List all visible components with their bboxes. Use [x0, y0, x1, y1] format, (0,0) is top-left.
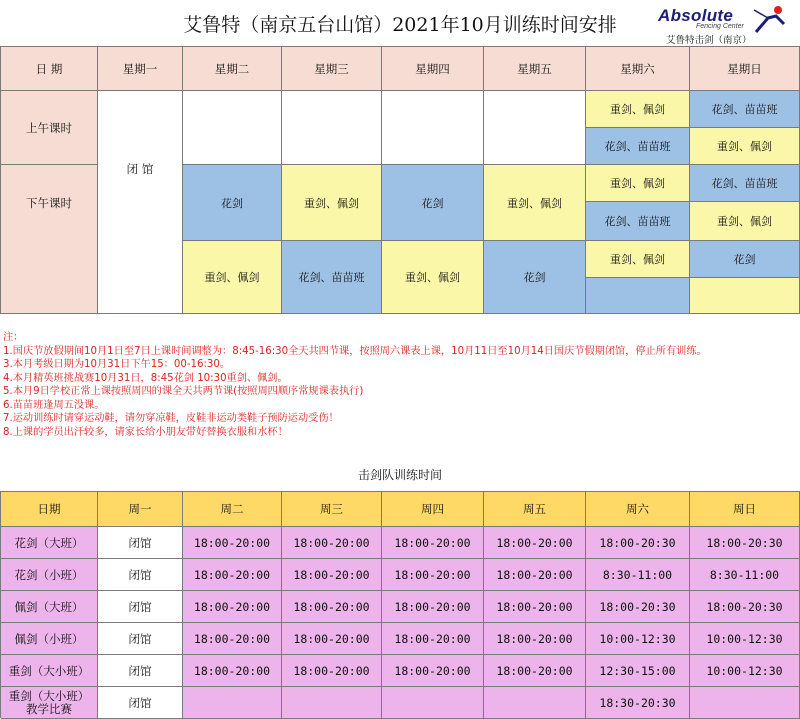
team-header-wed: 周三 — [282, 492, 382, 527]
team-cell-sat: 12:30-15:00 — [586, 655, 690, 687]
note-item: 5.本月9日学校正常上课按照周四的课全天共两节课(按照周四顺序常规课表执行) — [3, 386, 364, 397]
team-cell-mon: 闭馆 — [98, 623, 183, 655]
team-cell-sun: 8:30-11:00 — [690, 559, 800, 591]
note-item: 6.苗苗班逢周五没课。 — [3, 399, 105, 411]
team-cell-thu: 18:00-20:00 — [382, 623, 484, 655]
team-row-label: 佩剑（大班） — [1, 591, 98, 623]
sat-afternoon-slot-2: 花剑、苗苗班 — [586, 202, 690, 241]
team-cell-mon: 闭馆 — [98, 559, 183, 591]
team-cell-wed: 18:00-20:00 — [282, 559, 382, 591]
thu-afternoon-slot-2: 重剑、佩剑 — [382, 241, 484, 314]
team-cell-thu: 18:00-20:00 — [382, 591, 484, 623]
team-cell-sat: 8:30-11:00 — [586, 559, 690, 591]
page-title: 艾鲁特（南京五台山馆）2021年10月训练时间安排 — [183, 13, 617, 36]
brand-logo — [658, 6, 796, 44]
note-item: 7.运动训练时请穿运动鞋，请勿穿凉鞋，皮鞋非运动类鞋子预防运动受伤！ — [3, 413, 339, 424]
notes-heading: 注： — [3, 332, 24, 343]
team-cell-thu-empty — [382, 687, 484, 719]
team-cell-sun: 18:00-20:30 — [690, 527, 800, 559]
weekly-schedule-table — [0, 46, 800, 314]
team-row-label: 花剑（小班） — [1, 559, 98, 591]
team-cell-wed-empty — [282, 687, 382, 719]
team-cell-sat: 10:00-12:30 — [586, 623, 690, 655]
team-header-sat: 周六 — [586, 492, 690, 527]
team-cell-thu: 18:00-20:00 — [382, 655, 484, 687]
team-header-sun: 周日 — [690, 492, 800, 527]
team-row-label: 重剑（大小班） — [1, 655, 98, 687]
sun-morning-slot-1: 花剑、苗苗班 — [690, 91, 800, 128]
row-label-afternoon: 下午课时 — [1, 165, 98, 314]
sun-afternoon-slot-3: 花剑 — [690, 241, 800, 278]
team-header-tue: 周二 — [183, 492, 282, 527]
day-header-fri: 星期五 — [484, 47, 586, 91]
team-row-label-line2: 教学比赛 — [26, 701, 72, 716]
wed-afternoon-slot-1: 重剑、佩剑 — [282, 165, 382, 241]
team-cell-tue: 18:00-20:00 — [183, 623, 282, 655]
sat-morning-slot-1: 重剑、佩剑 — [586, 91, 690, 128]
day-header-sat: 星期六 — [586, 47, 690, 91]
team-cell-sat: 18:00-20:30 — [586, 527, 690, 559]
team-cell-mon: 闭馆 — [98, 687, 183, 719]
team-cell-wed: 18:00-20:00 — [282, 591, 382, 623]
team-header-fri: 周五 — [484, 492, 586, 527]
date-header: 日 期 — [1, 47, 98, 91]
team-cell-tue: 18:00-20:00 — [183, 591, 282, 623]
team-cell-sun: 10:00-12:30 — [690, 655, 800, 687]
day-header-tue: 星期二 — [183, 47, 282, 91]
thu-afternoon-slot-1: 花剑 — [382, 165, 484, 241]
fri-afternoon-slot-1: 重剑、佩剑 — [484, 165, 586, 241]
team-training-table — [0, 491, 800, 718]
note-item: 4.本月精英班挑战赛10月31日，8:45花剑 10:30重剑、佩剑。 — [3, 372, 288, 384]
thu-morning-empty — [382, 91, 484, 165]
team-cell-wed: 18:00-20:00 — [282, 623, 382, 655]
team-cell-thu: 18:00-20:00 — [382, 527, 484, 559]
team-cell-sat: 18:00-20:30 — [586, 591, 690, 623]
day-header-sun: 星期日 — [690, 47, 800, 91]
team-cell-mon: 闭馆 — [98, 655, 183, 687]
team-cell-fri: 18:00-20:00 — [484, 527, 586, 559]
team-cell-thu: 18:00-20:00 — [382, 559, 484, 591]
team-row-label: 佩剑（小班） — [1, 623, 98, 655]
team-header-mon: 周一 — [98, 492, 183, 527]
team-section-title: 击剑队训练时间 — [357, 467, 442, 482]
monday-closed: 闭 馆 — [98, 91, 183, 314]
team-cell-fri: 18:00-20:00 — [484, 655, 586, 687]
day-header-thu: 星期四 — [382, 47, 484, 91]
tue-afternoon-slot-2: 重剑、佩剑 — [183, 241, 282, 314]
team-cell-fri-empty — [484, 687, 586, 719]
row-label-morning: 上午课时 — [1, 91, 98, 165]
fri-morning-empty — [484, 91, 586, 165]
day-header-mon: 星期一 — [98, 47, 183, 91]
team-cell-mon: 闭馆 — [98, 527, 183, 559]
day-header-wed: 星期三 — [282, 47, 382, 91]
note-item: 8.上课的学员出汗较多，请家长给小朋友带好替换衣服和水杯！ — [3, 426, 288, 438]
fri-afternoon-slot-2: 花剑 — [484, 241, 586, 314]
team-row-label-line1: 重剑（大小班） — [8, 688, 90, 703]
sat-afternoon-slot-3: 重剑、佩剑 — [586, 241, 690, 278]
sun-afternoon-slot-4 — [690, 278, 800, 314]
wed-afternoon-slot-2: 花剑、苗苗班 — [282, 241, 382, 314]
team-cell-tue: 18:00-20:00 — [183, 655, 282, 687]
notes-block — [0, 331, 800, 455]
team-cell-wed: 18:00-20:00 — [282, 527, 382, 559]
team-cell-tue-empty — [183, 687, 282, 719]
team-cell-fri: 18:00-20:00 — [484, 559, 586, 591]
team-cell-sun: 10:00-12:30 — [690, 623, 800, 655]
logo-subtitle: Fencing Center — [696, 23, 744, 30]
team-cell-sun: 18:00-20:30 — [690, 591, 800, 623]
wed-morning-empty — [282, 91, 382, 165]
logo-chinese-name: 艾鲁特击剑（南京） — [666, 35, 752, 46]
team-cell-tue: 18:00-20:00 — [183, 559, 282, 591]
logo-brand-text: Absolute — [658, 6, 734, 25]
team-cell-mon: 闭馆 — [98, 591, 183, 623]
sat-afternoon-slot-4 — [586, 278, 690, 314]
sat-afternoon-slot-1: 重剑、佩剑 — [586, 165, 690, 202]
team-header-date: 日期 — [1, 492, 98, 527]
team-header-thu: 周四 — [382, 492, 484, 527]
tue-afternoon-slot-1: 花剑 — [183, 165, 282, 241]
tue-morning-empty — [183, 91, 282, 165]
sat-morning-slot-2: 花剑、苗苗班 — [586, 128, 690, 165]
note-item: 3.本月考级日期为10月31日下午15：00-16:30。 — [3, 359, 231, 370]
team-cell-fri: 18:00-20:00 — [484, 591, 586, 623]
sun-morning-slot-2: 重剑、佩剑 — [690, 128, 800, 165]
sun-afternoon-slot-1: 花剑、苗苗班 — [690, 165, 800, 202]
team-cell-fri: 18:00-20:00 — [484, 623, 586, 655]
team-row-label: 花剑（大班） — [1, 527, 98, 559]
sun-afternoon-slot-2: 重剑、佩剑 — [690, 202, 800, 241]
team-cell-tue: 18:00-20:00 — [183, 527, 282, 559]
note-item: 1.国庆节放假期间10月1日至7日上课时间调整为：8:45-16:30全天共四节课，按照周六课表上课，10月11日至10月14日国庆节假期闭馆，停止所有训练。 — [3, 345, 707, 357]
team-cell-sun-empty — [690, 687, 800, 719]
fencer-icon — [750, 4, 790, 34]
team-cell-wed: 18:00-20:00 — [282, 655, 382, 687]
team-row-label-match — [1, 687, 98, 719]
team-cell-sat: 18:30-20:30 — [586, 687, 690, 719]
